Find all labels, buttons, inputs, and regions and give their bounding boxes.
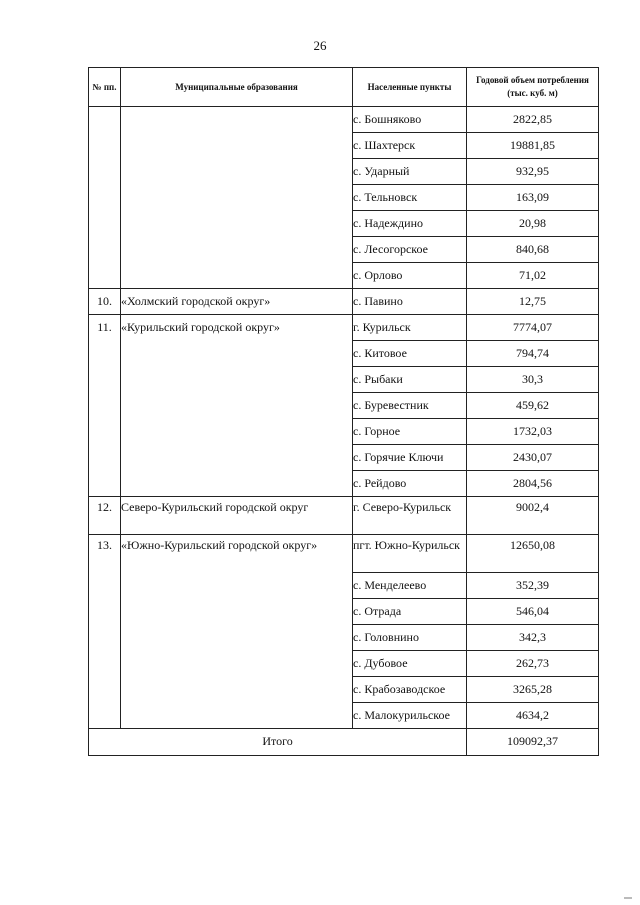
settlement-cell: с. Китовое [353, 341, 467, 367]
total-row [89, 729, 599, 756]
table-row [89, 289, 599, 315]
num-cell: 10. [89, 289, 121, 315]
settlement-cell: г. Курильск [353, 315, 467, 341]
volume-cell: 932,95 [467, 159, 599, 185]
settlement-cell: с. Головнино [353, 625, 467, 651]
settlement-cell: с. Горное [353, 419, 467, 445]
settlement-cell: с. Рыбаки [353, 367, 467, 393]
volume-cell: 30,3 [467, 367, 599, 393]
municipality-cell: «Холмский городской округ» [121, 289, 353, 315]
volume-cell: 352,39 [467, 573, 599, 599]
num-cell: 13. [89, 535, 121, 729]
table-row [89, 535, 599, 573]
settlement-cell: с. Буревестник [353, 393, 467, 419]
settlement-cell: с. Бошняково [353, 107, 467, 133]
scan-mark [624, 897, 632, 899]
table-row [89, 107, 599, 133]
header-volume: Годовой объем потребления (тыс. куб. м) [467, 68, 599, 107]
volume-cell: 20,98 [467, 211, 599, 237]
volume-cell: 794,74 [467, 341, 599, 367]
volume-cell: 71,02 [467, 263, 599, 289]
settlement-cell: с. Тельновск [353, 185, 467, 211]
settlement-cell: с. Дубовое [353, 651, 467, 677]
municipality-cell-empty [121, 107, 353, 289]
settlement-cell: с. Крабозаводское [353, 677, 467, 703]
volume-cell: 9002,4 [467, 497, 599, 535]
settlement-cell: с. Горячие Ключи [353, 445, 467, 471]
volume-cell: 840,68 [467, 237, 599, 263]
table-row [89, 497, 599, 535]
settlement-cell: с. Надеждино [353, 211, 467, 237]
volume-cell: 546,04 [467, 599, 599, 625]
volume-cell: 19881,85 [467, 133, 599, 159]
municipality-cell: «Курильский городской округ» [121, 315, 353, 497]
settlement-cell: с. Отрада [353, 599, 467, 625]
settlement-cell: пгт. Южно-Курильск [353, 535, 467, 573]
num-cell: 12. [89, 497, 121, 535]
total-volume: 109092,37 [467, 729, 599, 756]
settlement-cell: с. Менделеево [353, 573, 467, 599]
volume-cell: 4634,2 [467, 703, 599, 729]
volume-cell: 262,73 [467, 651, 599, 677]
num-cell: 11. [89, 315, 121, 497]
settlement-cell: с. Лесогорское [353, 237, 467, 263]
volume-cell: 2822,85 [467, 107, 599, 133]
volume-cell: 2804,56 [467, 471, 599, 497]
table-header-row [89, 68, 599, 107]
volume-cell: 7774,07 [467, 315, 599, 341]
municipality-cell: «Южно-Курильский городской округ» [121, 535, 353, 729]
total-label: Итого [89, 729, 467, 756]
volume-cell: 163,09 [467, 185, 599, 211]
table-row [89, 315, 599, 341]
settlement-cell: с. Рейдово [353, 471, 467, 497]
settlement-cell: с. Павино [353, 289, 467, 315]
header-num: № пп. [89, 68, 121, 107]
volume-cell: 1732,03 [467, 419, 599, 445]
settlement-cell: г. Северо-Курильск [353, 497, 467, 535]
header-municipality: Муниципальные образования [121, 68, 353, 107]
volume-cell: 12650,08 [467, 535, 599, 573]
volume-cell: 12,75 [467, 289, 599, 315]
settlement-cell: с. Шахтерск [353, 133, 467, 159]
volume-cell: 3265,28 [467, 677, 599, 703]
volume-cell: 2430,07 [467, 445, 599, 471]
volume-cell: 459,62 [467, 393, 599, 419]
settlement-cell: с. Орлово [353, 263, 467, 289]
page-number: 26 [313, 38, 327, 53]
settlement-cell: с. Малокурильское [353, 703, 467, 729]
num-cell-empty [89, 107, 121, 289]
consumption-table [88, 67, 599, 756]
settlement-cell: с. Ударный [353, 159, 467, 185]
municipality-cell: Северо-Курильский городской округ [121, 497, 353, 535]
header-settlement: Населенные пункты [353, 68, 467, 107]
volume-cell: 342,3 [467, 625, 599, 651]
